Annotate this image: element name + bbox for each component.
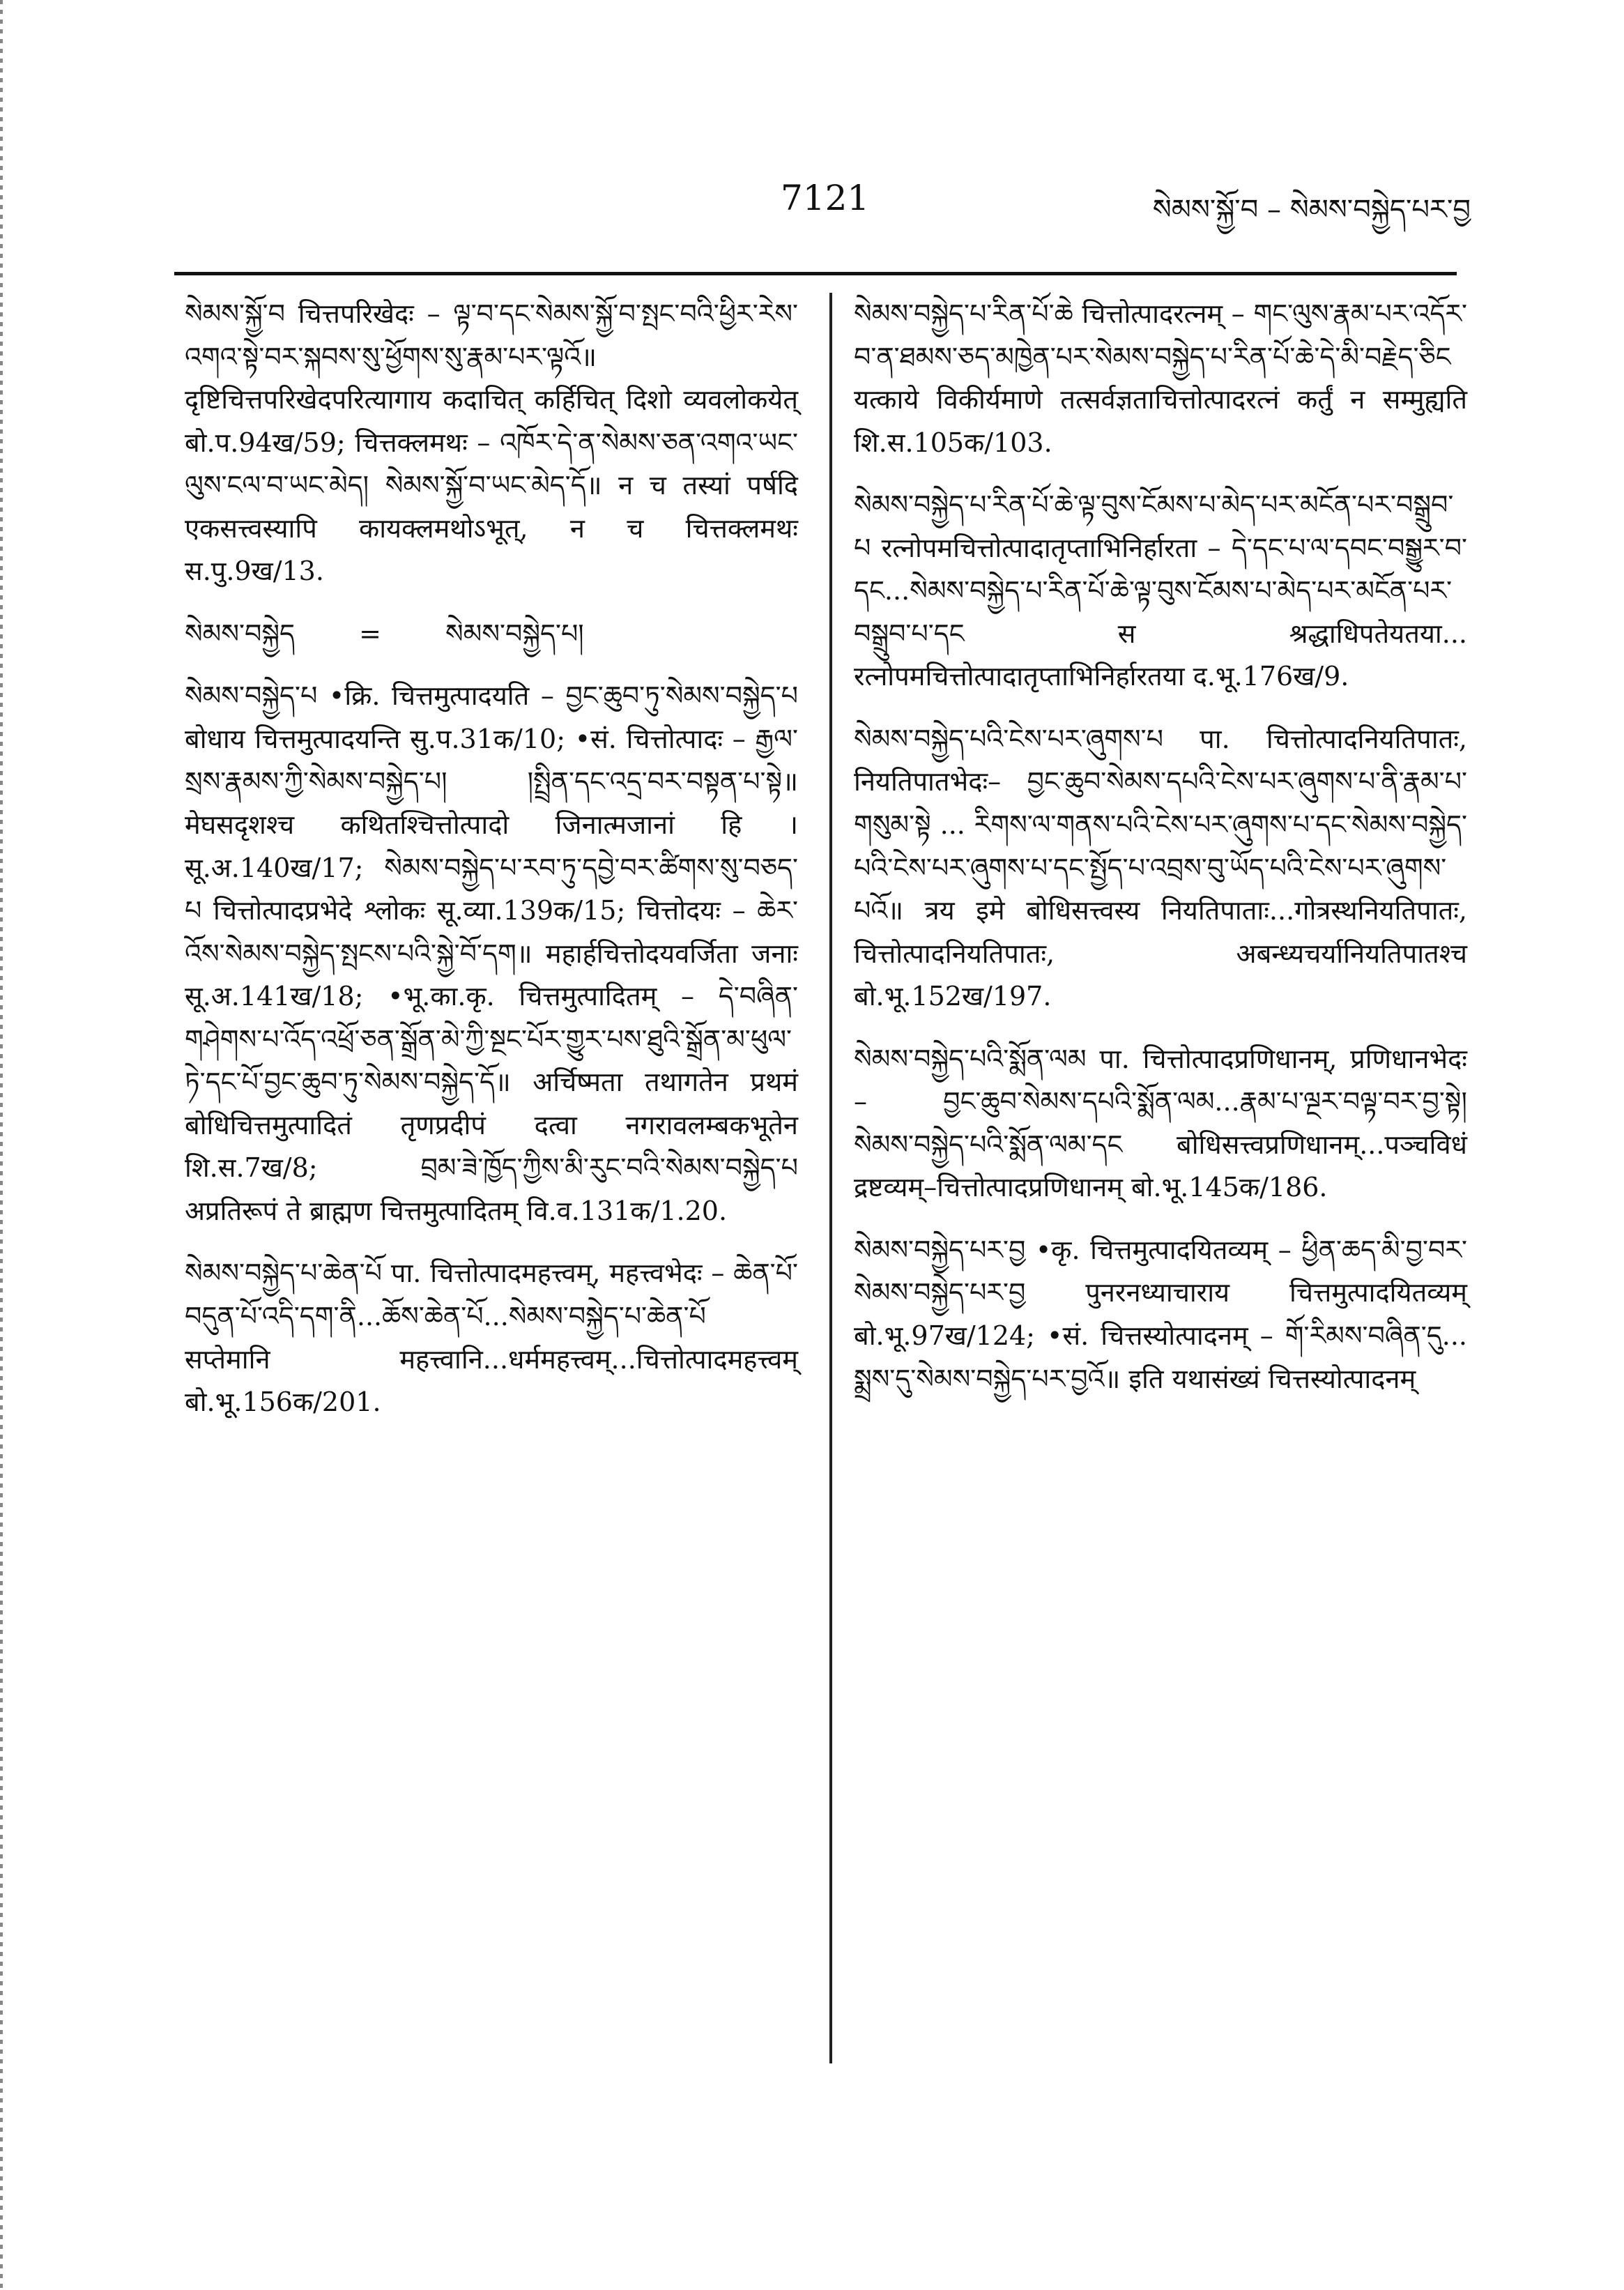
page-number: 7121 — [781, 178, 870, 218]
dictionary-entry: སེམས་བསྐྱེད་པར་བྱ •कृ. चित्तमुत्पादयितव्यम् – ཕྱིན་ཆད་མི་བྱ་བར་སེམས་བསྐྱེད་པར་བྱ पुनरनध्याचाराय चित्तमुत्पादयितव्यम् बो.भू.97ख/124; •सं. चित्तस्योत्पादनम् – གོ་རིམས་བཞིན་དུ... སྨྲས་དུ་སེམས་བསྐྱེད་པར་བྱའོ॥ इति यथासंख्यं चित्तस्योत्पादनम् — [854, 1234, 1467, 1394]
running-head: སེམས་སྐྱོ་བ – སེམས་བསྐྱེད་པར་བྱ — [1152, 194, 1471, 226]
column-divider — [829, 293, 832, 2063]
cross-reference-entry — [185, 613, 798, 656]
right-column — [854, 293, 1467, 1420]
scan-margin-edge — [0, 0, 3, 2290]
xref-equals: = — [359, 618, 381, 649]
xref-headword: སེམས་བསྐྱེད — [185, 618, 295, 649]
dictionary-entry: སེམས་བསྐྱེད་པའི་སྨོན་ལམ पा. चित्तोत्पादप्रणिधानम्, प्रणिधानभेदः – བྱང་ཆུབ་སེམས་དཔའི་སྨོན་ལམ...རྣམ་པ་ལྔར་བལྟ་བར་བྱ་སྟེ། སེམས་བསྐྱེད་པའི་སྨོན་ལམ་དང बोधिसत्त्वप्रणिधानम्...पञ्चविधं द्रष्टव्यम्–चित्तोत्पादप्रणिधानम् बो.भू.145क/186. — [854, 1043, 1467, 1203]
dictionary-entry: སེམས་བསྐྱེད་པ་རིན་པོ་ཆེ चित्तोत्पादरत्नम् – གང་ལུས་རྣམ་པར་འདོར་བ་ན་ཐམས་ཅད་མཁྱེན་པར་སེམས་བསྐྱེད་པ་རིན་པོ་ཆེ་དེ་མི་བརྗེད་ཅིང यत्काये विकीर्यमाणे तत्सर्वज्ञताचित्तोत्पादरत्नं कर्तुं न सम्मुह्यति शि.स.105क/103. — [854, 298, 1467, 458]
header-rule — [174, 272, 1457, 275]
xref-target: སེམས་བསྐྱེད་པ། — [445, 618, 584, 649]
left-column — [185, 293, 798, 1444]
dictionary-entry: སེམས་བསྐྱེད་པ་ཆེན་པོ पा. चित्तोत्पादमहत्त्वम्, महत्त्वभेदः – ཆེན་པོ་བདུན་པོ་འདི་དག་ནི...ཆོས་ཆེན་པོ...སེམས་བསྐྱེད་པ་ཆེན་པོ सप्तेमानि महत्त्वानि...धर्ममहत्त्वम्...चित्तोत्पादमहत्त्वम् बो.भू.156क/201. — [185, 1258, 798, 1418]
dictionary-entry: སེམས་བསྐྱེད་པ་རིན་པོ་ཆེ་ལྟ་བུས་ངོམས་པ་མེད་པར་མངོན་པར་བསྒྲུབ་པ रत्नोपमचित्तोत्पादातृप्ताभिनिर्हारता – དེ་དང་པ་ལ་དབང་བསྒྱུར་བ་དང...སེམས་བསྐྱེད་པ་རིན་པོ་ཆེ་ལྟ་བུས་ངོམས་པ་མེད་པར་མངོན་པར་བསྒྲུབ་པ་དང स श्रद्धाधिपतेयतया... रत्नोपमचित्तोत्पादातृप्ताभिनिर्हारतया द.भू.176ख/9. — [854, 489, 1467, 692]
dictionary-entry: སེམས་བསྐྱེད་པའི་ངེས་པར་ཞུགས་པ पा. चित्तोत्पादनियतिपातः, नियतिपातभेदः– བྱང་ཆུབ་སེམས་དཔའི་ངེས་པར་ཞུགས་པ་ནི་རྣམ་པ་གསུམ་སྟེ ... རིགས་ལ་གནས་པའི་ངེས་པར་ཞུགས་པ་དང་སེམས་བསྐྱེད་པའི་ངེས་པར་ཞུགས་པ་དང་སྤྱོད་པ་འབྲས་བུ་ཡོད་པའི་ངེས་པར་ཞུགས་པའོ॥ त्रय इमे बोधिसत्त्वस्य नियतिपाताः...गोत्रस्थनियतिपातः, चित्तोत्पादनियतिपातः, अबन्ध्यचर्यानियतिपातश्च बो.भू.152ख/197. — [854, 723, 1467, 1012]
dictionary-entry: སེམས་སྐྱོ་བ चित्तपरिखेदः – ལྟ་བ་དང་སེམས་སྐྱོ་བ་སྤང་བའི་ཕྱིར་རེས་འགའ་སྟེ་བར་སྐབས་སུ་ཕྱོགས་སུ་རྣམ་པར་ལྟའོ॥ दृष्टिचित्तपरिखेदपरित्यागाय कदाचित् कर्हिचित् दिशो व्यवलोकयेत् बो.प.94ख/59; चित्तक्लमथः – འཁོར་དེ་ན་སེམས་ཅན་འགའ་ཡང་ལུས་ངལ་བ་ཡང་མེད། སེམས་སྐྱོ་བ་ཡང་མེད་དོ॥ न च तस्यां पर्षदि एकसत्त्वस्यापि कायक्लमथोऽभूत्, न च चित्तक्लमथः स.पु.9ख/13. — [185, 298, 798, 587]
dictionary-entry: སེམས་བསྐྱེད་པ •क्रि. चित्तमुत्पादयति – བྱང་ཆུབ་ཏུ་སེམས་བསྐྱེད་པ बोधाय चित्तमुत्पादयन्ति सु.प.31क/10; •सं. चित्तोत्पादः – རྒྱལ་སྲས་རྣམས་ཀྱི་སེམས་བསྐྱེད་པ། །སྤྲིན་དང་འདྲ་བར་བསྟན་པ་སྟེ॥ मेघसदृशश्च कथितश्चित्तोत्पादो जिनात्मजानां हि । सू.अ.140ख/17; སེམས་བསྐྱེད་པ་རབ་ཏུ་དབྱེ་བར་ཚིགས་སུ་བཅད་པ चित्तोत्पादप्रभेदे श्लोकः सू.व्या.139क/15; चित्तोदयः – ཆེར་འོས་སེམས་བསྐྱེད་སྤངས་པའི་སྐྱེ་བོ་དག॥ महार्हचित्तोदयवर्जिता जनाः सू.अ.141ख/18; •भू.का.कृ. चित्तमुत्पादितम् – དེ་བཞིན་གཤེགས་པ་འོད་འཕྲོ་ཅན་སྒྲོན་མེ་ཀྱི་སྔང་པོར་གྱུར་པས་ཐུའི་སྒྲོན་མ་ཕུལ་ཏེ་དང་པོ་བྱང་ཆུབ་ཏུ་སེམས་བསྐྱེད་དོ॥ अर्चिष्मता तथागतेन प्रथमं बोधिचित्तमुत्पादितं तृणप्रदीपं दत्वा नगरावलम्बकभूतेन शि.स.7ख/8; བྲམ་ཟེ་ཁྱོད་ཀྱིས་མི་རུང་བའི་སེམས་བསྐྱེད་པ अप्रतिरूपं ते ब्राह्मण चित्तमुत्पादितम् वि.व.131क/1.20. — [185, 680, 798, 1226]
